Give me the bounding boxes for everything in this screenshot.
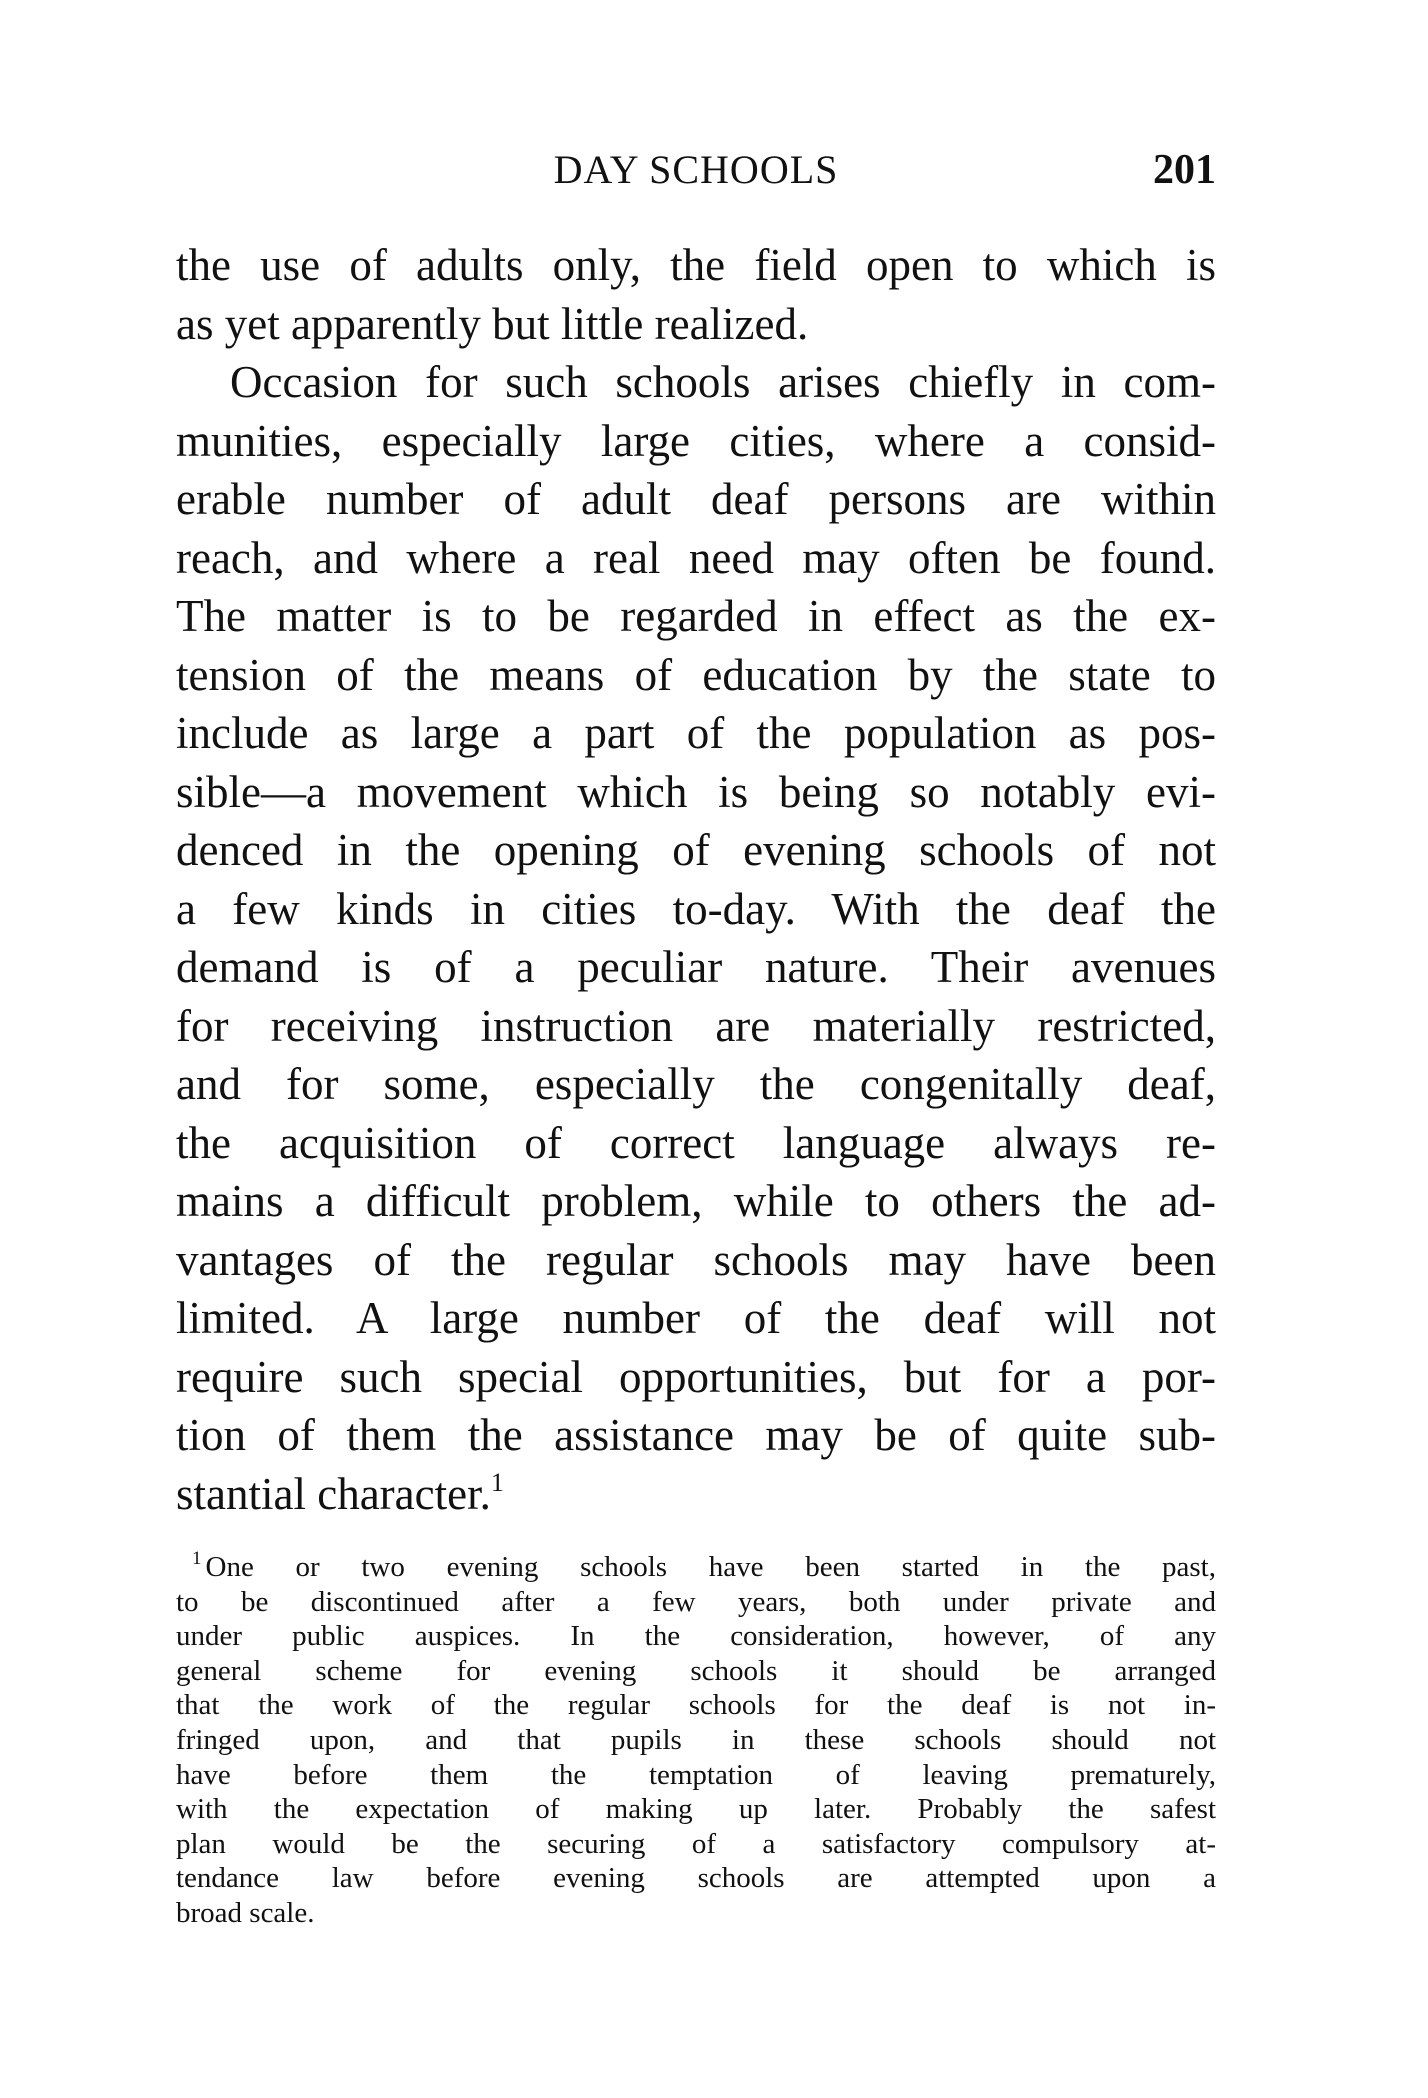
body-line: The matter is to be regarded in effect as the ex- [176,591,1216,641]
body-line: reach, and where a real need may often be found. [176,532,1216,583]
body-line: limited. A large number of the deaf will not [176,1293,1216,1343]
body-line: tion of them the assistance may be of quite sub- [176,1410,1216,1460]
footnote-reference: 1 [490,1467,504,1497]
body-line: and for some, especially the congenitally deaf, [176,1059,1216,1109]
running-head [176,140,1216,200]
footnote-line: broad scale. [176,1896,315,1929]
footnote-marker: 1 [192,1548,202,1569]
body-line: as yet apparently but little realized. [176,298,809,349]
body-line: Occasion for such schools arises chiefly in com- [230,357,1216,407]
body-line: include as large a part of the population as pos- [176,708,1216,758]
footnote-line: to be discontinued after a few years, both under private and [176,1585,1216,1618]
running-head-title: DAY SCHOOLS [553,147,839,192]
body-line: require such special opportunities, but for a por- [176,1351,1216,1402]
footnote-line: with the expectation of making up later. Probably the safest [176,1793,1216,1826]
body-line: sible—a movement which is being so notably evi- [176,766,1216,817]
body-line: demand is of a peculiar nature. Their avenues [176,942,1216,992]
body-line: vantages of the regular schools may have been [176,1234,1216,1285]
footnote-line: that the work of the regular schools for the deaf is not in- [176,1689,1216,1722]
footnote-line: under public auspices. In the consideration, however, of any [176,1620,1216,1653]
footnote-line: have before them the temptation of leaving prematurely, [176,1758,1216,1791]
body-paragraphs [176,236,1216,1523]
footnote-line-text: One or two evening schools have been started in the past, [205,1551,1216,1583]
footnote-line: tendance law before evening schools are attempted upon a [176,1862,1216,1895]
body-line-text: stantial character. [176,1468,491,1519]
body-line: tension of the means of education by the state to [176,649,1216,700]
footnote-line: fringed upon, and that pupils in these schools should not [176,1723,1216,1756]
footnote-line: general scheme for evening schools it should be arranged [176,1654,1216,1687]
body-line: the acquisition of correct language always re- [176,1117,1216,1168]
body-line: the use of adults only, the field open to which is [176,240,1216,290]
body-line: for receiving instruction are materially restricted, [176,1000,1216,1051]
footnote [176,1550,1216,1931]
body-line: denced in the opening of evening schools of not [176,825,1216,875]
body-line-final [176,1465,1216,1524]
body-line: erable number of adult deaf persons are within [176,474,1216,524]
page-number: 201 [1153,147,1216,193]
body-line: a few kinds in cities to-day. With the deaf the [176,883,1216,934]
footnote-line-first [176,1550,1216,1585]
body-line: mains a difficult problem, while to others the ad- [176,1176,1216,1226]
footnote-line: plan would be the securing of a satisfactory compulsory at- [176,1827,1216,1860]
body-line: munities, especially large cities, where a consid- [176,415,1216,466]
